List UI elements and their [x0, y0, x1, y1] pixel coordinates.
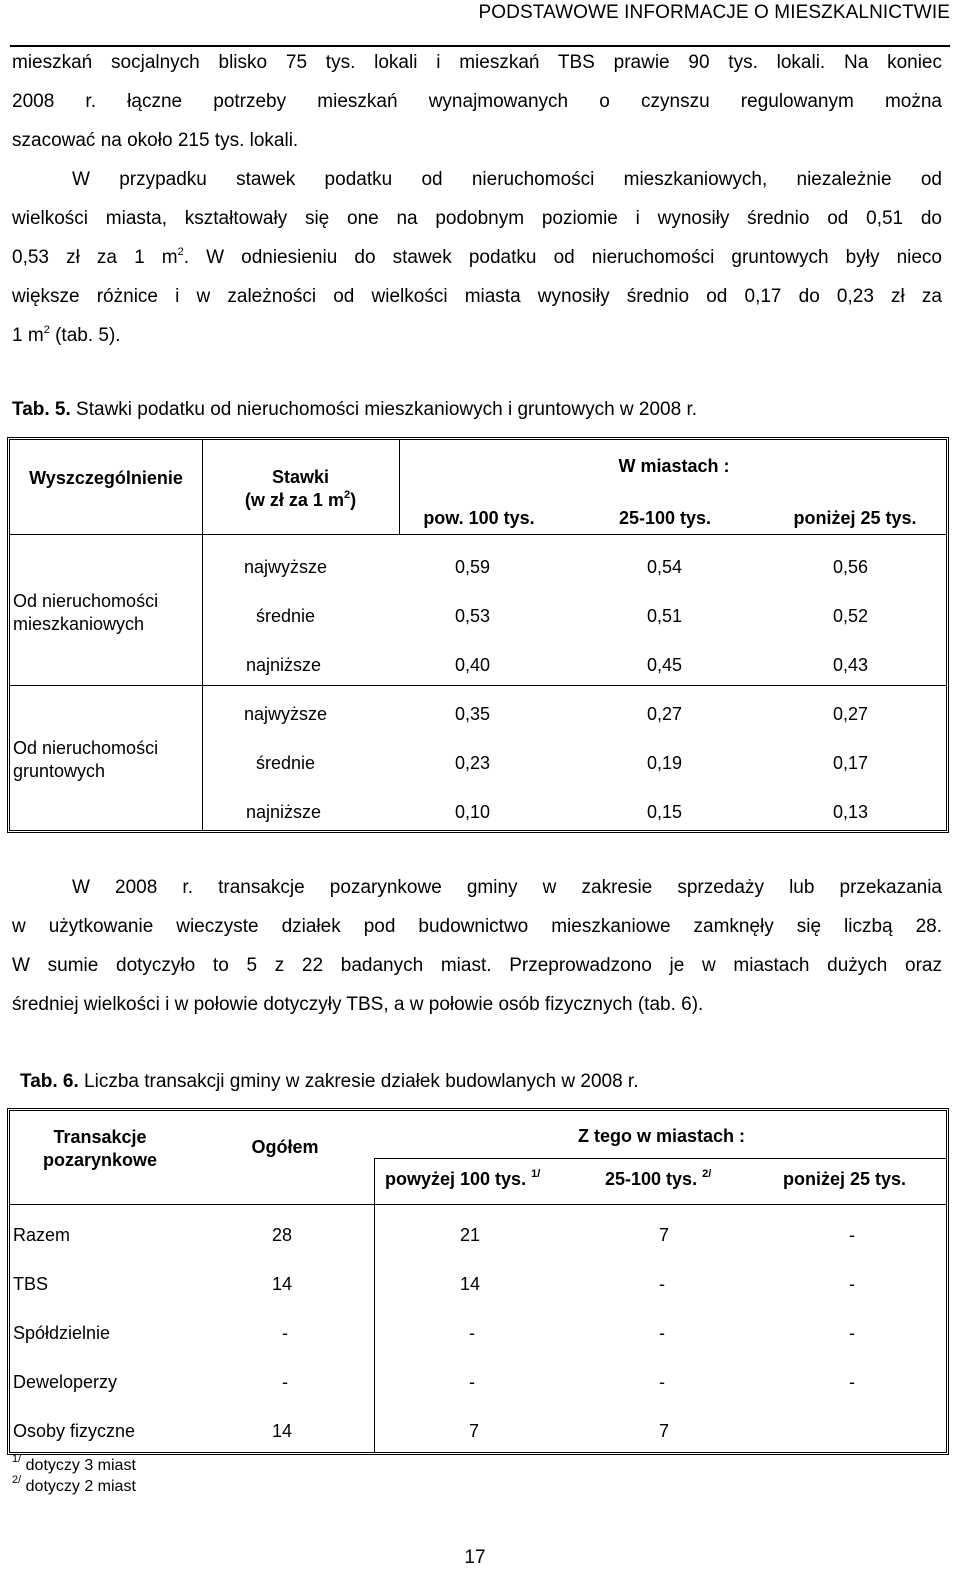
- cell-value: 0,51: [647, 606, 683, 626]
- cell-value: 0,27: [833, 704, 869, 724]
- cell-value: -: [469, 1372, 475, 1392]
- paragraph-line: szacować na około 215 tys. lokali.: [12, 130, 299, 151]
- cell-value: 0,17: [833, 753, 869, 773]
- cell-value: 14: [460, 1274, 481, 1294]
- header-stawki: [202, 466, 399, 512]
- header-sub-2: [605, 1169, 711, 1190]
- cell-value: 0,23: [455, 753, 491, 773]
- header-z-tego: Z tego w miastach :: [577, 1126, 746, 1146]
- page-number: 17: [464, 1547, 486, 1568]
- text-run: (w zł za 1 m: [244, 490, 344, 510]
- cell-value: -: [849, 1323, 855, 1343]
- header-sub-1: pow. 100 tys.: [423, 508, 535, 528]
- text-run: . W odniesieniu do stawek podatku od nieruchomości gruntowych były nieco: [183, 247, 942, 268]
- header-w-miastach: W miastach :: [618, 456, 730, 476]
- table-6: [7, 1108, 949, 1455]
- cell-value: 0,40: [455, 655, 491, 675]
- table-caption-label: Tab. 5.: [12, 399, 71, 420]
- cell-value: 7: [659, 1421, 670, 1441]
- table-rule: [10, 1204, 946, 1205]
- cell-value: 7: [659, 1225, 670, 1245]
- superscript: 2/: [702, 1168, 712, 1180]
- row-label: najwyższe: [244, 704, 328, 724]
- superscript: 1/: [531, 1168, 541, 1180]
- cell-value: -: [849, 1372, 855, 1392]
- table-caption-label: Tab. 6.: [20, 1071, 79, 1092]
- table-caption-text: Stawki podatku od nieruchomości mieszkaniowych i gruntowych w 2008 r.: [70, 399, 698, 420]
- header-line: pozarynkowe: [42, 1150, 158, 1170]
- group-label-line: Od nieruchomości: [13, 738, 159, 758]
- cell-value: 0,59: [455, 557, 491, 577]
- table-rule: [10, 534, 946, 535]
- text-run: 25-100 tys.: [605, 1169, 698, 1189]
- cell-value: 0,15: [647, 802, 683, 822]
- cell-value: 0,45: [647, 655, 683, 675]
- group-label-mieszkaniowych: [13, 590, 158, 636]
- table-rule: [10, 685, 946, 686]
- header-sub-3: poniżej 25 tys.: [783, 1169, 907, 1189]
- paragraph-line: większe różnice i w zależności od wielkości miasta wynosiły średnio od 0,17 do 0,23 zł za: [12, 286, 942, 307]
- cell-value: -: [849, 1274, 855, 1294]
- superscript: 2: [43, 324, 50, 336]
- header-line: Transakcje: [53, 1127, 147, 1147]
- row-label: TBS: [13, 1274, 49, 1294]
- row-label: średnie: [256, 753, 316, 773]
- text-run: (tab. 5).: [49, 325, 121, 346]
- row-label: średnie: [256, 606, 316, 626]
- superscript: 2: [343, 489, 351, 501]
- cell-value: -: [659, 1372, 665, 1392]
- paragraph-line: w użytkowanie wieczyste działek pod budownictwo mieszkaniowe zamknęły się liczbą 28.: [12, 916, 942, 937]
- paragraph-line: [12, 316, 942, 355]
- header-sub-1: [385, 1169, 540, 1190]
- text-run: 0,53 zł za 1 m: [12, 247, 178, 268]
- table-rule: [374, 1158, 946, 1159]
- row-label: Osoby fizyczne: [13, 1421, 136, 1441]
- paragraph-line: W przypadku stawek podatku od nieruchomości mieszkaniowych, niezależnie od: [72, 169, 942, 190]
- footnote-mark: 2/: [12, 1474, 22, 1486]
- cell-value: 0,53: [455, 606, 491, 626]
- cell-value: 0,52: [833, 606, 869, 626]
- cell-value: 0,10: [455, 802, 491, 822]
- paragraph-line: średniej wielkości i w połowie dotyczyły TBS, a w połowie osób fizycznych (tab. 6).: [12, 994, 704, 1015]
- footnote-text: dotyczy 2 miast: [25, 1478, 136, 1495]
- group-label-line: Od nieruchomości: [13, 591, 159, 611]
- group-label-line: mieszkaniowych: [13, 614, 145, 634]
- header-wyszczegolnienie: Wyszczególnienie: [29, 468, 183, 488]
- superscript: 2: [177, 246, 184, 258]
- row-label: najniższe: [246, 655, 322, 675]
- header-line: [202, 489, 399, 512]
- cell-value: 28: [272, 1225, 293, 1245]
- cell-value: -: [282, 1372, 288, 1392]
- group-label-line: gruntowych: [13, 761, 106, 781]
- cell-value: 14: [272, 1421, 293, 1441]
- footnote-1: [12, 1453, 136, 1475]
- cell-value: 0,54: [647, 557, 683, 577]
- paragraph-line: W 2008 r. transakcje pozarynkowe gminy w zakresie sprzedaży lub przekazania: [72, 877, 942, 898]
- paragraph-line: mieszkań socjalnych blisko 75 tys. lokali i mieszkań TBS prawie 90 tys. lokali. Na koniec: [12, 52, 942, 73]
- header-ogolem: Ogółem: [251, 1137, 319, 1157]
- paragraph-line: W sumie dotyczyło to 5 z 22 badanych miast. Przeprowadzono je w miastach dużych oraz: [12, 955, 942, 976]
- table-rule: [374, 1158, 375, 1452]
- cell-value: -: [282, 1323, 288, 1343]
- row-label: Deweloperzy: [13, 1372, 118, 1392]
- paragraph-1: [12, 43, 942, 160]
- row-label: najwyższe: [244, 557, 328, 577]
- cell-value: 0,19: [647, 753, 683, 773]
- table-5-caption: [12, 399, 697, 421]
- header-transakcje: [25, 1126, 175, 1172]
- header-sub-3: poniżej 25 tys.: [793, 508, 917, 528]
- footnote-text: dotyczy 3 miast: [25, 1457, 136, 1474]
- group-label-gruntowych: [13, 737, 158, 783]
- header-line: Stawki: [271, 467, 330, 487]
- cell-value: -: [659, 1274, 665, 1294]
- cell-value: 0,35: [455, 704, 491, 724]
- paragraph-line: wielkości miasta, kształtowały się one na podobnym poziomie i wynosiły średnio od 0,51 do: [12, 208, 942, 229]
- footnote-mark: 1/: [12, 1453, 22, 1465]
- cell-value: 21: [460, 1225, 481, 1245]
- cell-value: 0,43: [833, 655, 869, 675]
- row-label: Spółdzielnie: [13, 1323, 111, 1343]
- footnote-2: [12, 1474, 136, 1496]
- table-6-caption: [20, 1071, 639, 1093]
- cell-value: 14: [272, 1274, 293, 1294]
- text-run: powyżej 100 tys.: [385, 1169, 527, 1189]
- text-run: ): [350, 490, 357, 510]
- row-label: najniższe: [246, 802, 322, 822]
- cell-value: -: [849, 1225, 855, 1245]
- paragraph-3: [12, 868, 942, 1024]
- paragraph-2: [12, 160, 942, 355]
- cell-value: -: [659, 1323, 665, 1343]
- table-5: [7, 437, 949, 833]
- paragraph-line: 2008 r. łączne potrzeby mieszkań wynajmowanych o czynszu regulowanym można: [12, 91, 942, 112]
- cell-value: 0,27: [647, 704, 683, 724]
- row-label: Razem: [13, 1225, 71, 1245]
- cell-value: -: [469, 1323, 475, 1343]
- paragraph-line: [12, 238, 942, 277]
- text-run: 1 m: [12, 325, 44, 346]
- cell-value: 0,13: [833, 802, 869, 822]
- cell-value: 0,56: [833, 557, 869, 577]
- cell-value: 7: [469, 1421, 480, 1441]
- running-header: PODSTAWOWE INFORMACJE O MIESZKALNICTWIE: [478, 2, 950, 23]
- header-sub-2: 25-100 tys.: [618, 508, 712, 528]
- table-caption-text: Liczba transakcji gminy w zakresie działek budowlanych w 2008 r.: [78, 1071, 639, 1092]
